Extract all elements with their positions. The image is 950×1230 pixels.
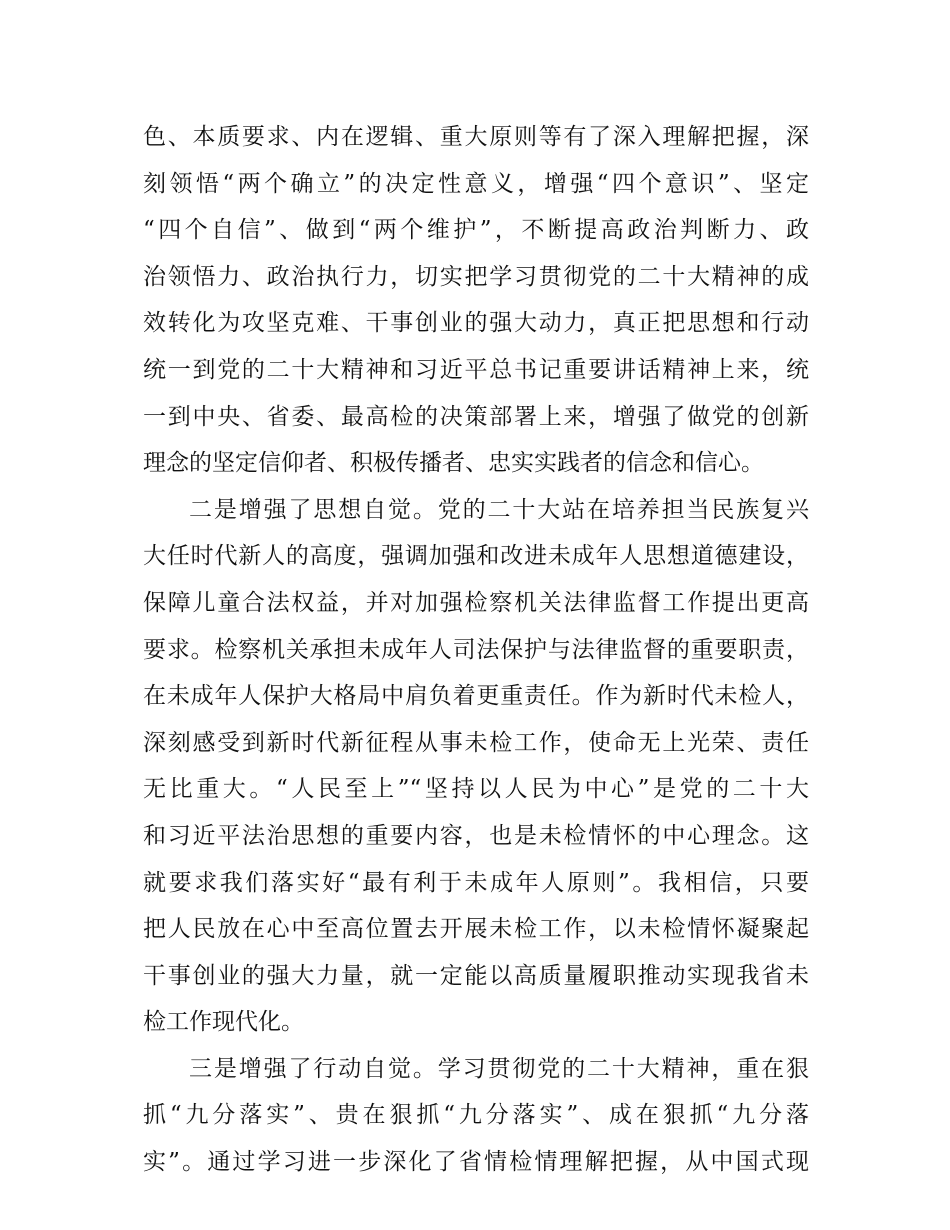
document-page (143, 114, 809, 1186)
text-line: 实”。通过学习进一步深化了省情检情理解把握，从中国式现 (143, 1149, 809, 1176)
text-line: 刻领悟“两个确立”的决定性意义，增强“四个意识”、坚定 (143, 170, 809, 197)
text-line: 抓“九分落实”、贵在狠抓“九分落实”、成在狠抓“九分落 (143, 1102, 809, 1129)
paragraph (143, 1046, 809, 1186)
text-line: 深刻感受到新时代新征程从事未检工作，使命无上光荣、责任 (143, 729, 809, 756)
text-line: 保障儿童合法权益，并对加强检察机关法律监督工作提出更高 (143, 589, 809, 616)
text-line: 干事创业的强大力量，就一定能以高质量履职推动实现我省未 (143, 962, 809, 989)
text-line: 就要求我们落实好“最有利于未成年人原则”。我相信，只要 (143, 869, 809, 896)
text-line: 无比重大。“人民至上”“坚持以人民为中心”是党的二十大 (143, 776, 809, 803)
text-line: 要求。检察机关承担未成年人司法保护与法律监督的重要职责， (143, 636, 809, 663)
text-line: 大任时代新人的高度，强调加强和改进未成年人思想道德建设， (143, 543, 809, 570)
text-line: 检工作现代化。 (143, 1009, 304, 1036)
text-line: 和习近平法治思想的重要内容，也是未检情怀的中心理念。这 (143, 822, 809, 849)
paragraph (143, 487, 809, 1046)
paragraph (143, 114, 809, 487)
text-line: “四个自信”、做到“两个维护”，不断提高政治判断力、政 (143, 217, 809, 244)
text-line: 效转化为攻坚克难、干事创业的强大动力，真正把思想和行动 (143, 310, 809, 337)
text-line: 理念的坚定信仰者、积极传播者、忠实实践者的信念和信心。 (143, 450, 764, 477)
text-line: 二是增强了思想自觉。党的二十大站在培养担当民族复兴 (189, 496, 809, 523)
text-line: 在未成年人保护大格局中肩负着更重责任。作为新时代未检人， (143, 683, 809, 710)
text-line: 治领悟力、政治执行力，切实把学习贯彻党的二十大精神的成 (143, 263, 809, 290)
text-line: 一到中央、省委、最高检的决策部署上来，增强了做党的创新 (143, 403, 809, 430)
text-line: 把人民放在心中至高位置去开展未检工作，以未检情怀凝聚起 (143, 916, 809, 943)
text-line: 色、本质要求、内在逻辑、重大原则等有了深入理解把握，深 (143, 124, 809, 150)
text-line: 统一到党的二十大精神和习近平总书记重要讲话精神上来，统 (143, 356, 809, 383)
text-line: 三是增强了行动自觉。学习贯彻党的二十大精神，重在狠 (189, 1055, 809, 1082)
